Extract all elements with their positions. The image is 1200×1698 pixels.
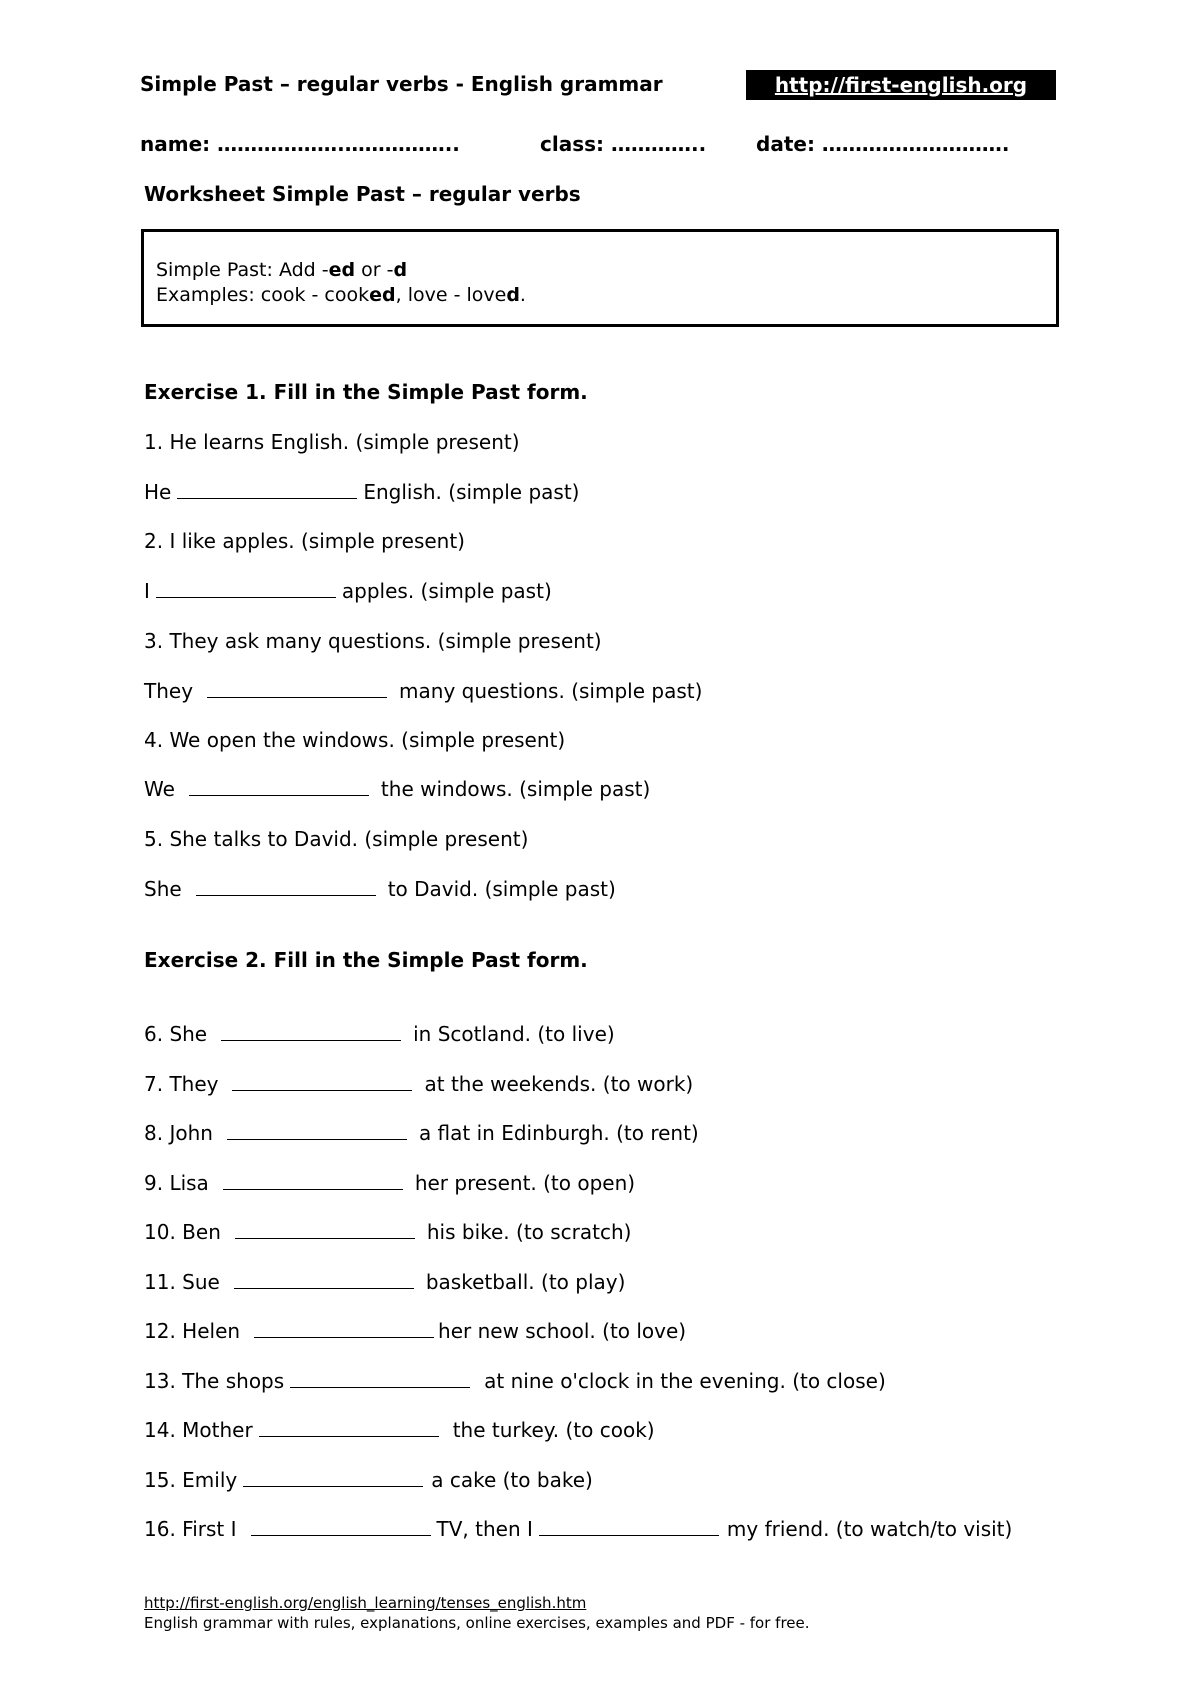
answer-blank[interactable]: [254, 1323, 434, 1338]
ex2-item-10: 10. Ben his bike. (to scratch): [144, 1220, 632, 1244]
site-link[interactable]: http://first-english.org: [746, 70, 1056, 100]
footer-link[interactable]: http://first-english.org/english_learning/tenses_english.htm: [144, 1594, 587, 1612]
ex1-item-2-past: I apples. (simple past): [144, 579, 552, 603]
date-field: [756, 132, 1010, 156]
rule-box: [141, 229, 1059, 327]
ex1-item-1-past: He English. (simple past): [144, 480, 580, 504]
answer-blank[interactable]: [235, 1224, 415, 1239]
ex1-item-5-past: She to David. (simple past): [144, 877, 616, 901]
ex2-item-8: 8. John a flat in Edinburgh. (to rent): [144, 1121, 699, 1145]
answer-blank[interactable]: [227, 1125, 407, 1140]
footer: [144, 1593, 810, 1633]
name-field: [140, 132, 460, 156]
class-label: class:: [540, 132, 605, 156]
rule-line-1: Simple Past: Add -ed or -d: [156, 259, 408, 281]
answer-blank[interactable]: [243, 1472, 423, 1487]
name-label: name:: [140, 132, 211, 156]
answer-blank[interactable]: [259, 1422, 439, 1437]
answer-blank[interactable]: [207, 683, 387, 698]
ex2-item-13: 13. The shops at nine o'clock in the evening. (to close): [144, 1369, 886, 1393]
ex1-item-3-past: They many questions. (simple past): [144, 679, 703, 703]
answer-blank[interactable]: [290, 1373, 470, 1388]
answer-blank[interactable]: [156, 583, 336, 598]
worksheet-title: Worksheet Simple Past – regular verbs: [144, 182, 581, 206]
class-dots: …………..: [610, 132, 707, 156]
ex2-item-16: 16. First I TV, then I my friend. (to watch/to visit): [144, 1517, 1013, 1541]
answer-blank[interactable]: [232, 1076, 412, 1091]
class-field: [540, 132, 706, 156]
name-dots: ……………….……………..: [217, 132, 460, 156]
answer-blank[interactable]: [234, 1274, 414, 1289]
ex1-item-3-present: 3. They ask many questions. (simple present): [144, 629, 602, 653]
exercise-1-title: Exercise 1. Fill in the Simple Past form.: [144, 380, 588, 404]
ex1-item-4-past: We the windows. (simple past): [144, 777, 651, 801]
ex2-item-9: 9. Lisa her present. (to open): [144, 1171, 636, 1195]
ex2-item-14: 14. Mother the turkey. (to cook): [144, 1418, 655, 1442]
answer-blank[interactable]: [221, 1026, 401, 1041]
ex2-item-6: 6. She in Scotland. (to live): [144, 1022, 615, 1046]
ex2-item-11: 11. Sue basketball. (to play): [144, 1270, 626, 1294]
date-label: date:: [756, 132, 815, 156]
rule-line-2: Examples: cook - cooked, love - loved.: [156, 284, 526, 306]
answer-blank[interactable]: [177, 484, 357, 499]
answer-blank[interactable]: [223, 1175, 403, 1190]
answer-blank[interactable]: [196, 881, 376, 896]
answer-blank[interactable]: [251, 1521, 431, 1536]
footer-text: English grammar with rules, explanations, online exercises, examples and PDF - for free.: [144, 1614, 810, 1632]
ex1-item-1-present: 1. He learns English. (simple present): [144, 430, 520, 454]
ex1-item-4-present: 4. We open the windows. (simple present): [144, 728, 566, 752]
ex1-item-2-present: 2. I like apples. (simple present): [144, 529, 465, 553]
date-dots: ……………………….: [821, 132, 1010, 156]
ex2-item-7: 7. They at the weekends. (to work): [144, 1072, 694, 1096]
exercise-2-title: Exercise 2. Fill in the Simple Past form.: [144, 948, 588, 972]
ex2-item-15: 15. Emily a cake (to bake): [144, 1468, 593, 1492]
page-title: Simple Past – regular verbs - English grammar: [140, 72, 663, 96]
answer-blank[interactable]: [189, 781, 369, 796]
answer-blank[interactable]: [539, 1521, 719, 1536]
ex1-item-5-present: 5. She talks to David. (simple present): [144, 827, 529, 851]
ex2-item-12: 12. Helen her new school. (to love): [144, 1319, 687, 1343]
